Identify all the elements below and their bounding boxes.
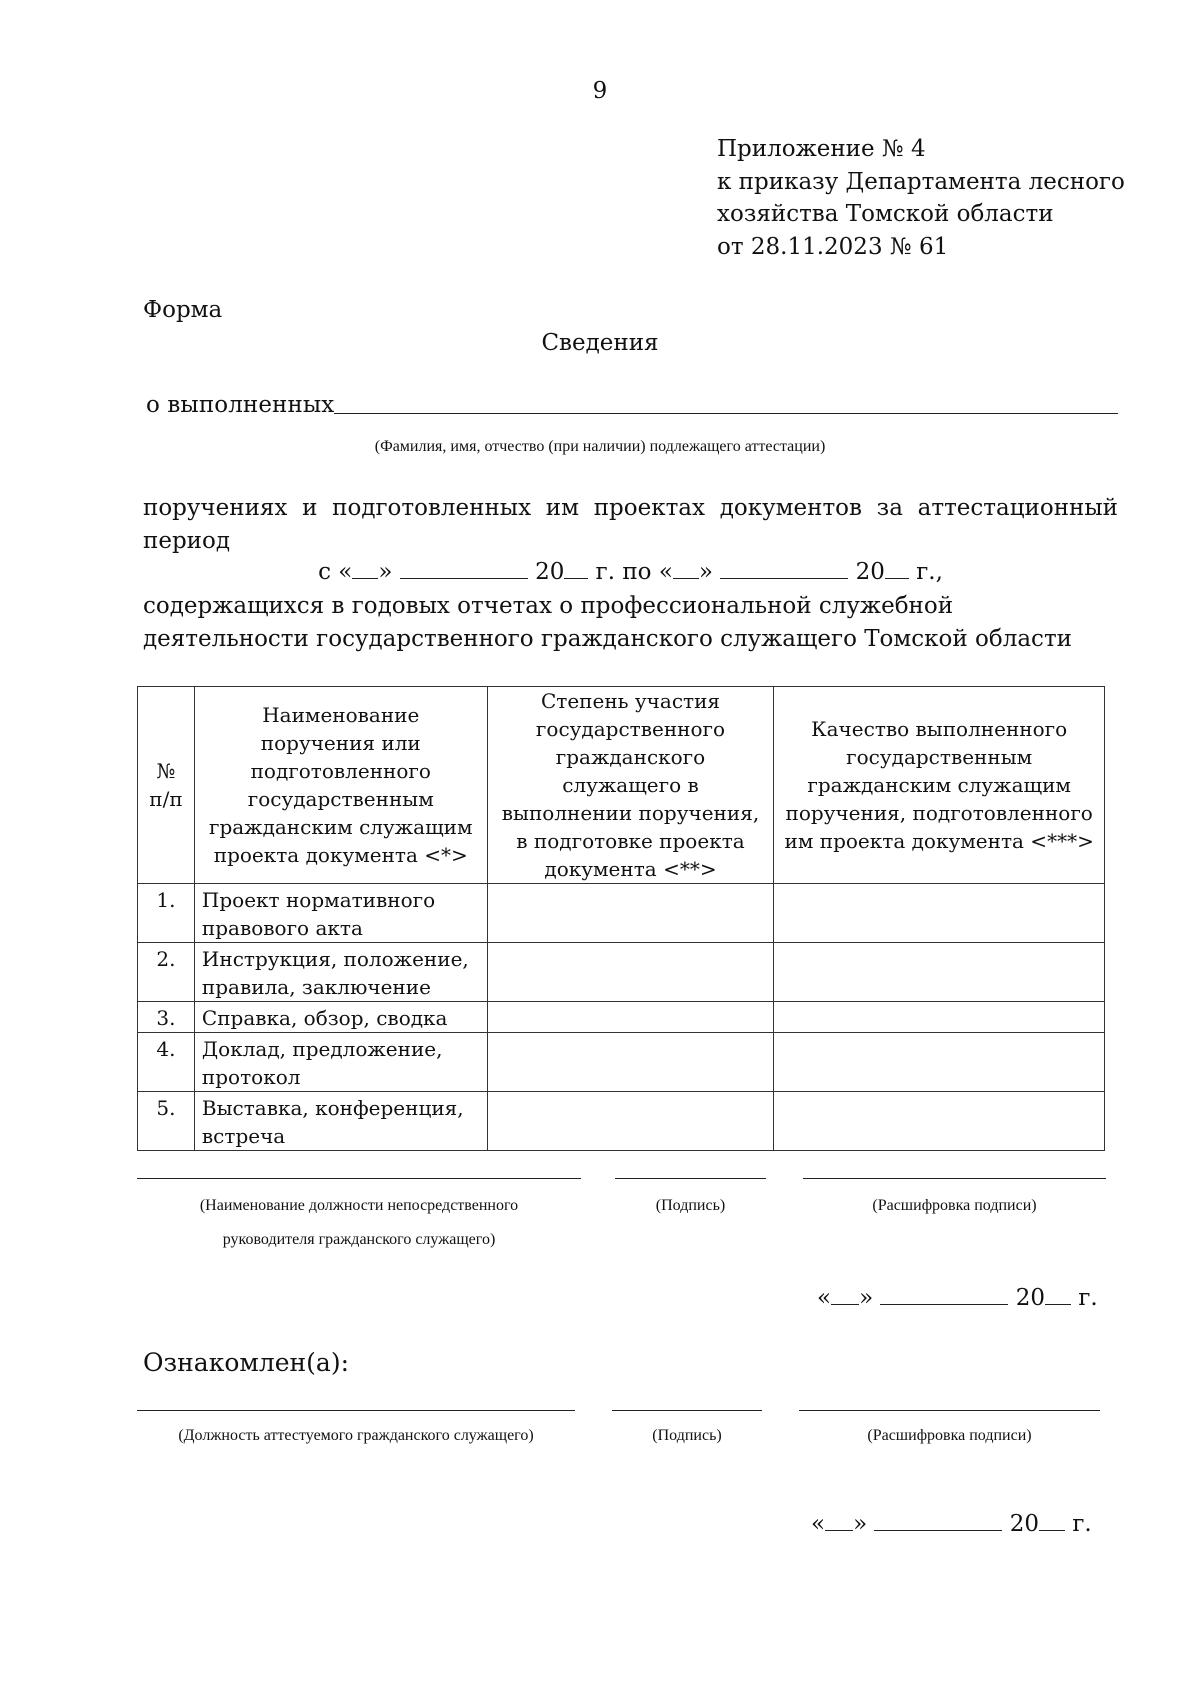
period-from-day-blank [352, 558, 378, 579]
table-row [138, 1033, 1105, 1092]
date-1-month-blank[interactable] [880, 1284, 1008, 1305]
table-row [138, 943, 1105, 1002]
row-number: 2. [138, 943, 195, 1002]
date-1-day-blank[interactable] [831, 1284, 859, 1305]
date-1-year-prefix: 20 [1015, 1285, 1046, 1311]
period-from-month-blank [400, 558, 528, 579]
header-participation: Степень участия государственного гражданского служащего в выполнении поручения, в подготовке проекта документа <**> [487, 687, 774, 884]
supervisor-position-caption-2: руководителя гражданского служащего) [222, 1231, 496, 1248]
period-to-year-prefix: 20 [855, 559, 885, 585]
row-name: Инструкция, положение, правила, заключение [194, 943, 487, 1002]
fio-fill-line [334, 413, 1118, 414]
date-2-close: » [853, 1511, 868, 1537]
row-participation-cell[interactable] [487, 1033, 774, 1092]
employee-signature-caption: (Подпись) [652, 1427, 722, 1444]
row-quality-cell[interactable] [774, 884, 1105, 943]
row-name: Справка, обзор, сводка [194, 1002, 487, 1033]
row-name: Выставка, конференция, встреча [194, 1092, 487, 1151]
date-2-day-blank[interactable] [825, 1510, 853, 1531]
date-1 [817, 1284, 1098, 1311]
employee-signature-line[interactable] [612, 1410, 762, 1411]
supervisor-signature-line[interactable] [615, 1178, 766, 1179]
form-label: Форма [143, 297, 223, 323]
date-2-year-prefix: 20 [1009, 1511, 1040, 1537]
table-row [138, 1092, 1105, 1151]
period-to-close: » [698, 559, 713, 585]
paragraph-2: содержащихся в годовых отчетах о профессиональной служебной деятельности государственного гражданского служащего Томской области [143, 593, 1072, 652]
supervisor-signature-caption: (Подпись) [655, 1197, 726, 1214]
period-from-year-blank [564, 558, 588, 579]
table-row [138, 1002, 1105, 1033]
employee-decode-caption: (Расшифровка подписи) [867, 1427, 1032, 1444]
appendix-block [717, 133, 1125, 263]
row-number: 3. [138, 1002, 195, 1033]
appendix-line-2: к приказу Департамента лесного [717, 168, 1125, 195]
paragraph-1: поручениях и подготовленных им проектах документов за аттестационный период [143, 495, 1118, 554]
period-from-close: » [378, 559, 393, 585]
row-number: 5. [138, 1092, 195, 1151]
date-2-suffix: г. [1072, 1511, 1092, 1537]
fio-caption: (Фамилия, имя, отчество (при наличии) подлежащего аттестации) [374, 438, 826, 455]
assignments-table [137, 686, 1105, 1151]
row-name: Доклад, предложение, протокол [194, 1033, 487, 1092]
period-to-year-blank [885, 558, 909, 579]
row-participation-cell[interactable] [487, 943, 774, 1002]
acknowledged-label: Ознакомлен(а): [143, 1348, 349, 1377]
header-number: № п/п [138, 687, 195, 884]
date-2-year-blank[interactable] [1039, 1510, 1065, 1531]
table-header-row [138, 687, 1105, 884]
header-quality: Качество выполненного государственным гражданским служащим поручения, подготовленного им проекта документа <***> [774, 687, 1105, 884]
period-to-month-blank [720, 558, 848, 579]
row-quality-cell[interactable] [774, 1002, 1105, 1033]
period-from-prefix: с « [318, 559, 353, 585]
period-to-day-blank [673, 558, 699, 579]
supervisor-position-line[interactable] [137, 1178, 581, 1179]
supervisor-decode-line[interactable] [803, 1178, 1106, 1179]
appendix-line-4: от 28.11.2023 № 61 [717, 233, 949, 260]
appendix-line-1: Приложение № 4 [717, 136, 926, 162]
row-quality-cell[interactable] [774, 943, 1105, 1002]
date-1-close: » [859, 1285, 874, 1311]
employee-decode-line[interactable] [799, 1410, 1100, 1411]
date-1-suffix: г. [1078, 1285, 1098, 1311]
row-participation-cell[interactable] [487, 884, 774, 943]
row-participation-cell[interactable] [487, 1092, 774, 1151]
employee-position-line[interactable] [137, 1410, 575, 1411]
date-2 [811, 1510, 1092, 1537]
table-row [138, 884, 1105, 943]
document-title: Сведения [541, 330, 659, 356]
date-2-open: « [811, 1511, 826, 1537]
period-line [143, 558, 1118, 585]
row-name: Проект нормативного правового акта [194, 884, 487, 943]
header-name: Наименование поручения или подготовленного государственным гражданским служащим проекта документа <*> [194, 687, 487, 884]
appendix-line-3: хозяйства Томской области [717, 201, 1054, 227]
employee-position-caption: (Должность аттестуемого гражданского служащего) [178, 1427, 534, 1444]
row-number: 4. [138, 1033, 195, 1092]
date-2-month-blank[interactable] [874, 1510, 1002, 1531]
date-1-year-blank[interactable] [1045, 1284, 1071, 1305]
page-number: 9 [592, 78, 608, 104]
supervisor-decode-caption: (Расшифровка подписи) [872, 1197, 1037, 1214]
row-participation-cell[interactable] [487, 1002, 774, 1033]
about-prefix: о выполненных [146, 392, 335, 418]
row-quality-cell[interactable] [774, 1092, 1105, 1151]
period-from-year-prefix: 20 [535, 559, 565, 585]
row-quality-cell[interactable] [774, 1033, 1105, 1092]
period-mid: г. по « [595, 559, 673, 585]
date-1-open: « [817, 1285, 832, 1311]
period-end: г., [916, 559, 943, 585]
supervisor-position-caption-1: (Наименование должности непосредственного [199, 1197, 519, 1214]
row-number: 1. [138, 884, 195, 943]
